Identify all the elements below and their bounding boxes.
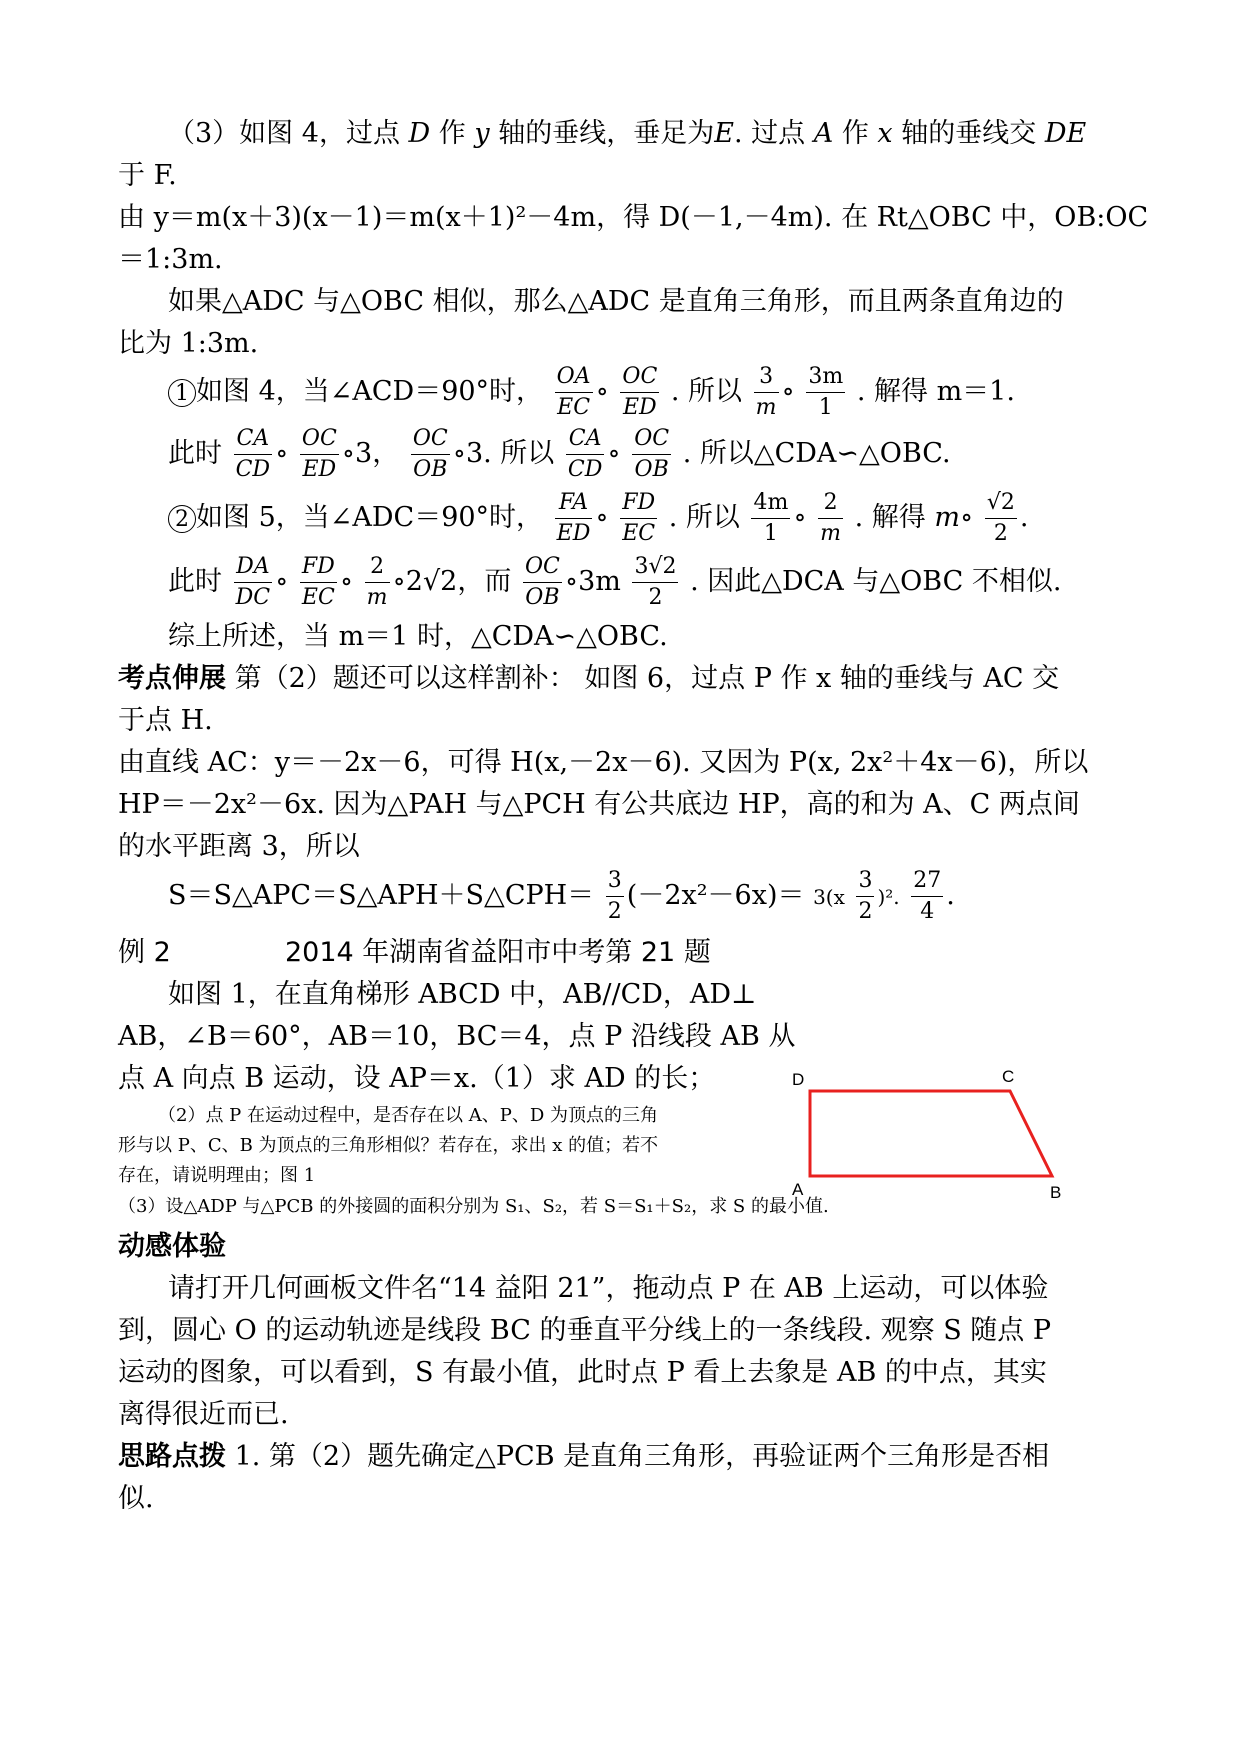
label-c: C	[1002, 1068, 1015, 1086]
trapezoid-figure	[780, 1068, 1080, 1208]
label-a: A	[792, 1180, 804, 1199]
paragraph-line: HP＝－2x²－6x. 因为△PAH 与△PCH 有公共底边 HP，高的和为 A、C 两点间	[118, 789, 1080, 820]
paragraph-line: 离得很近而已.	[118, 1399, 289, 1430]
paragraph-line: 运动的图象，可以看到，S 有最小值，此时点 P 看上去象是 AB 的中点，其实	[118, 1357, 1047, 1388]
paragraph-line: 如果△ADC 与△OBC 相似，那么△ADC 是直角三角形，而且两条直角边的	[168, 286, 1064, 317]
fraction: $\frac{OC}{OB}$	[412, 426, 448, 482]
fraction: $\frac{FD}{EC}$	[301, 554, 335, 610]
math-line: S＝S△APC＝S△APH＋S△CPH＝ $\frac{3}{2}$ (－2x²－6x)＝ 3(x $\frac{3}{2}$ )². $\frac{27}{4}$ .	[168, 866, 955, 922]
fraction: $\frac{OA}{EC}$	[556, 364, 591, 420]
paragraph-line: 于 F.	[118, 160, 177, 191]
approx-mark: ∘	[339, 566, 354, 597]
example-title: 2014 年湖南省益阳市中考第 21 题	[285, 937, 711, 968]
approx-mark: ∘	[607, 438, 621, 469]
example-heading: 例 2	[118, 937, 171, 968]
section-line: 考点伸展 第（2）题还可以这样割补： 如图 6，过点 P 作 x 轴的垂线与 AC 交	[118, 663, 1060, 694]
circled-number: 1	[168, 379, 196, 407]
paragraph-line: 由直线 AC：y＝－2x－6，可得 H(x,－2x－6). 又因为 P(x, 2x²＋4x－6)，所以	[118, 747, 1089, 778]
approx-mark: ∘	[392, 566, 406, 597]
fraction: $\frac{2}{m}$	[366, 554, 388, 610]
approx-mark: ∘	[275, 438, 289, 469]
math-line: 此时 $\frac{DA}{DC}$ ∘ $\frac{FD}{EC}$ ∘ $\frac{2}{m}$ ∘2√2，而 $\frac{OC}{OB}$ ∘3m $\frac{3√2}{2}$ . 因此△DCA 与△OBC 不相似.	[168, 552, 1061, 608]
paragraph-line: 到，圆心 O 的运动轨迹是线段 BC 的垂直平分线上的一条线段. 观察 S 随点 P	[118, 1315, 1052, 1346]
fraction: $\frac{FA}{ED}$	[556, 490, 591, 546]
fraction: $\frac{4m}{1}$	[753, 490, 789, 546]
fraction: $\frac{CA}{CD}$	[235, 426, 271, 482]
fraction: $\frac{OC}{ED}$	[301, 426, 337, 482]
approx-mark: ∘	[341, 438, 356, 469]
label-d: D	[792, 1070, 805, 1089]
fraction: $\frac{√2}{2}$	[986, 490, 1015, 546]
paragraph-line: 形与以 P、C、B 为顶点的三角形相似？若存在，求出 x 的值；若不	[118, 1135, 659, 1156]
paragraph-line: AB，∠B＝60°，AB＝10，BC＝4，点 P 沿线段 AB 从	[118, 1021, 796, 1052]
fraction: $\frac{3}{m}$	[755, 364, 777, 420]
paragraph-line: 比为 1:3m.	[118, 328, 259, 359]
approx-mark: ∘	[793, 502, 807, 533]
circled-number: 2	[168, 505, 196, 533]
section-heading: 思路点拨	[118, 1441, 226, 1472]
paragraph-line: 于点 H.	[118, 705, 213, 736]
math-line: 2 如图 5，当∠ADC＝90°时， $\frac{FA}{ED}$ ∘ $\frac{FD}{EC}$ . 所以 $\frac{4m}{1}$ ∘ $\frac{2}{m}$ . 解得 m∘ $\frac{√2}{2}$ .	[168, 488, 1028, 544]
paragraph-line: 的水平距离 3，所以	[118, 831, 360, 862]
paragraph-line: 综上所述，当 m＝1 时，△CDA∽△OBC.	[168, 621, 668, 652]
paragraph-line: 点 A 向点 B 运动，设 AP＝x.（1）求 AD 的长；	[118, 1063, 716, 1094]
paragraph-line: 似.	[118, 1483, 154, 1514]
section-heading: 动感体验	[118, 1231, 226, 1262]
paragraph-line: 存在，请说明理由；图 1	[118, 1165, 316, 1186]
fraction: $\frac{FD}{EC}$	[622, 490, 656, 546]
math-line: 1 如图 4，当∠ACD＝90°时， $\frac{OA}{EC}$ ∘ $\frac{OC}{ED}$ . 所以 $\frac{3}{m}$ ∘ $\frac{3m}{1}$ . 解得 m＝1.	[168, 362, 1015, 418]
approx-mark: ∘	[452, 438, 466, 469]
section-line: 思路点拨 1. 第（2）题先确定△PCB 是直角三角形，再验证两个三角形是否相	[118, 1441, 1050, 1472]
paragraph-line: 请打开几何画板文件名“14 益阳 21”，拖动点 P 在 AB 上运动，可以体验	[168, 1273, 1049, 1304]
fraction: $\frac{OC}{OB}$	[524, 554, 560, 610]
fraction: $\frac{CA}{CD}$	[567, 426, 603, 482]
approx-mark: ∘	[595, 502, 609, 533]
fraction: $\frac{DA}{DC}$	[235, 554, 271, 610]
fraction: $\frac{3m}{1}$	[808, 364, 844, 420]
fraction: $\frac{OC}{OB}$	[634, 426, 670, 482]
approx-mark: ∘	[564, 566, 579, 597]
approx-mark: ∘	[275, 566, 289, 597]
paragraph-line: 如图 1，在直角梯形 ABCD 中，AB//CD，AD⊥	[168, 979, 757, 1010]
fraction: $\frac{3√2}{2}$	[634, 554, 677, 610]
math-line: 此时 $\frac{CA}{CD}$ ∘ $\frac{OC}{ED}$ ∘3， $\frac{OC}{OB}$ ∘3. 所以 $\frac{CA}{CD}$ ∘ $\frac{OC}{OB}$ . 所以△CDA∽△OBC.	[168, 424, 951, 480]
paragraph-line: （3）设△ADP 与△PCB 的外接圆的面积分别为 S₁、S₂，若 S＝S₁＋S₂，求 S 的最小值.	[118, 1196, 829, 1217]
fraction: $\frac{27}{4}$	[913, 868, 942, 924]
fraction: $\frac{2}{m}$	[820, 490, 842, 546]
label-b: B	[1050, 1183, 1062, 1202]
paragraph-line: 由 y＝m(x＋3)(x－1)＝m(x＋1)²－4m，得 D(－1,－4m). 在 Rt△OBC 中，OB:OC	[118, 202, 1149, 233]
trapezoid-shape	[810, 1091, 1052, 1176]
section-heading: 考点伸展	[118, 663, 226, 694]
paragraph-line: （2）点 P 在运动过程中，是否存在以 A、P、D 为顶点的三角	[158, 1105, 658, 1126]
approx-mark: ∘	[960, 502, 974, 533]
approx-mark: ∘	[781, 376, 795, 407]
fraction: $\frac{3}{2}$	[607, 868, 622, 924]
fraction: $\frac{OC}{ED}$	[622, 364, 658, 420]
paragraph-line: ＝1:3m.	[118, 244, 223, 275]
approx-mark: ∘	[595, 376, 609, 407]
fraction: $\frac{3}{2}$	[858, 868, 873, 924]
paragraph-line: （3）如图 4，过点 D 作 y 轴的垂线，垂足为E. 过点 A 作 x 轴的垂线交 DE	[168, 118, 1087, 149]
